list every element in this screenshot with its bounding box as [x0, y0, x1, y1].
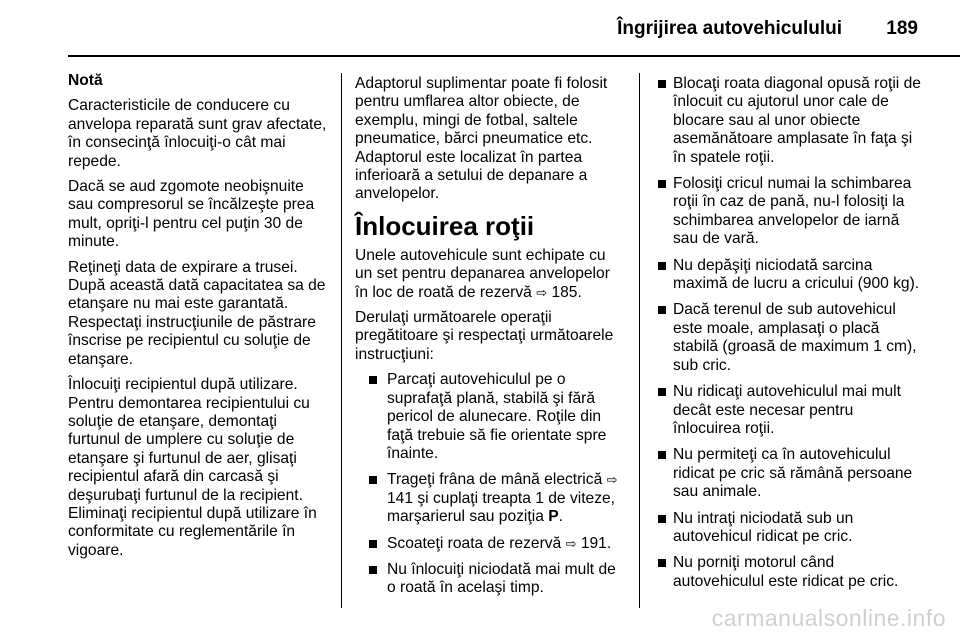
list-item [653, 383, 925, 438]
instruction-list [653, 75, 925, 591]
list-item-text: Nu permiteţi ca în autovehiculul ridicat pe cric să rămână persoane sau animale. [673, 446, 913, 501]
paragraph [355, 247, 627, 302]
list-item-text: . [558, 508, 563, 526]
column-divider-1 [341, 73, 342, 608]
list-item [355, 471, 627, 526]
note-title: Notă [68, 72, 103, 89]
list-item-text: Nu porniţi motorul când autovehiculul este ridicat pe cric. [673, 554, 899, 590]
square-bullet-icon [658, 306, 666, 314]
column-2 [355, 75, 627, 606]
gear-position-label: P [548, 508, 559, 526]
square-bullet-icon [658, 262, 666, 270]
page-reference-icon: ⇨ [565, 535, 577, 551]
page-reference[interactable]: 191. [580, 534, 612, 552]
page-reference[interactable]: 141 [387, 489, 414, 507]
page-reference[interactable]: 185. [551, 283, 582, 301]
list-item-text: Blocaţi roata diagonal opusă roţii de înlocuit cu ajutorul unor cale de blocare sau al unor obiecte asemănătoare amplasate în faţa şi în spatele roţii. [673, 75, 921, 166]
list-item-text: Folosiţi cricul numai la schimbarea roţii în caz de pană, nu-l folosiţi la schimbarea anvelopelor de iarnă sau de vară. [673, 175, 912, 248]
column-divider-2 [639, 73, 640, 608]
square-bullet-icon [658, 559, 666, 567]
list-item [653, 257, 925, 294]
square-bullet-icon [658, 388, 666, 396]
paragraph: Înlocuiţi recipientul după utilizare. Pentru demontarea recipientului cu soluţie de etanşare, demontaţi furtunul de umplere cu soluţie de etanşare şi furtunul de aer, glisaţi recipientul afară din carcasă şi deşurubaţi furtunul de la recipient. Eliminaţi recipientul după utilizare în conformitate cu reglementările în vigoare. [68, 376, 317, 559]
list-item [653, 301, 925, 375]
note-text: Caracteristicile de conducere cu anvelopa reparată sunt grav afectate, în consecinţă înlocuiţi-o cât mai repede. [68, 97, 327, 170]
list-item [653, 75, 925, 167]
section-title: Înlocuirea roţii [355, 210, 535, 241]
list-item-text: Parcaţi autovehiculul pe o suprafaţă plană, stabilă şi fără pericol de alunecare. Roţile din faţă trebuie să fie orientate spre înainte. [387, 371, 607, 462]
square-bullet-icon [369, 476, 377, 484]
list-item [653, 554, 925, 591]
header-rule [68, 55, 960, 57]
paragraph-text: Unele autovehicule sunt echipate cu un set pentru depanarea anvelopelor în loc de roată de rezervă [355, 246, 610, 301]
square-bullet-icon [369, 540, 377, 548]
page-number: 189 [886, 18, 918, 39]
instruction-list [355, 371, 627, 597]
square-bullet-icon [658, 451, 666, 459]
list-item [355, 561, 627, 598]
list-item-text: Nu înlocuiţi niciodată mai mult de o roată în acelaşi timp. [387, 560, 616, 597]
list-item-text: Scoateţi roata de rezervă [387, 534, 562, 552]
square-bullet-icon [658, 515, 666, 523]
list-item-text: Dacă terenul de sub autovehicul este moale, amplasaţi o placă stabilă (groasă de maximum 1 cm), sub cric. [673, 301, 917, 374]
list-item-text: şi cuplaţi treapta 1 de viteze, marşarierul sau poziţia [387, 489, 616, 526]
list-item-text: Nu ridicaţi autovehiculul mai mult decât este necesar pentru înlocuirea roţii. [673, 383, 901, 437]
header-title: Îngrijirea autovehiculului [617, 18, 842, 39]
page-reference-icon: ⇨ [536, 284, 548, 300]
list-item-text: Nu intraţi niciodată sub un autovehicul ridicat pe cric. [673, 509, 854, 545]
list-item [653, 510, 925, 547]
watermark: carmanualsonline.info [711, 605, 946, 631]
paragraph: Dacă se aud zgomote neobişnuite sau compresorul se încălzeşte prea mult, opriţi-l pentru cel puţin 30 de minute. [68, 178, 315, 251]
list-item-text: Trageţi frâna de mână electrică [387, 471, 603, 489]
page-reference-icon: ⇨ [606, 472, 618, 488]
square-bullet-icon [658, 180, 666, 188]
square-bullet-icon [369, 376, 377, 384]
column-1 [68, 72, 330, 567]
adapter-paragraph: Adaptorul suplimentar poate fi folosit pentru umflarea altor obiecte, de exemplu, mingi de fotbal, saltele pneumatice, bărci pneumatice etc. Adaptorul este localizat în partea inferioară a setului de depanare a anvelopelor. [355, 75, 608, 203]
page-header [0, 0, 960, 58]
paragraph: Reţineţi data de expirare a trusei. După această dată capacitatea sa de etanşare nu mai este garantată. Respectaţi instrucţiunile de păstrare înscrise pe recipientul cu soluţie de etanşare. [68, 258, 326, 368]
list-item [355, 535, 627, 553]
square-bullet-icon [658, 80, 666, 88]
list-item [653, 446, 925, 501]
paragraph: Derulaţi următoarele operaţii pregătitoare şi respectaţi următoarele instrucţiuni: [355, 309, 614, 363]
list-item [355, 371, 627, 463]
list-item-text: Nu depăşiţi niciodată sarcina maximă de lucru a cricului (900 kg). [673, 256, 920, 293]
column-3 [653, 75, 925, 599]
square-bullet-icon [369, 566, 377, 574]
list-item [653, 175, 925, 249]
